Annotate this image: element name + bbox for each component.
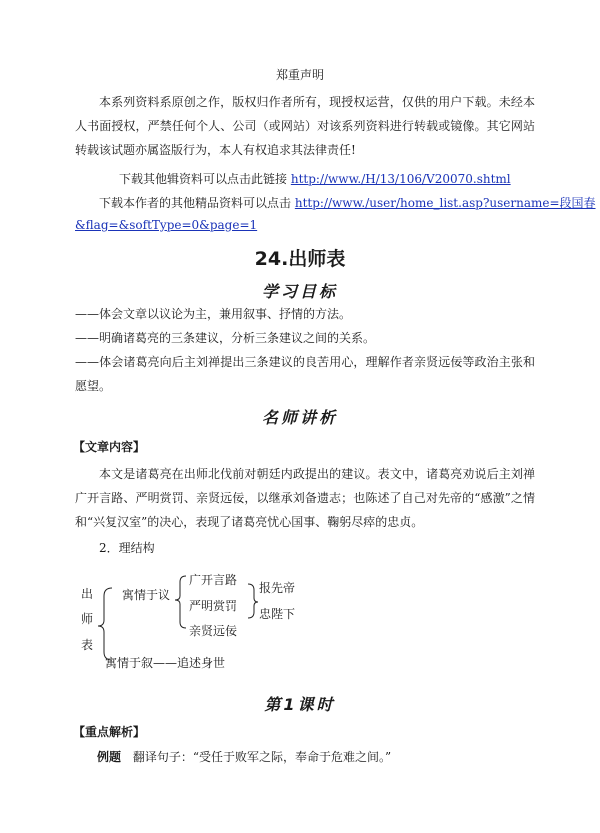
structure-label: 2．理结构 xyxy=(99,541,155,555)
structure-root-2: 师 xyxy=(81,612,94,626)
teacher-heading: 名师讲析 xyxy=(261,408,338,427)
example-text: 翻译句子：“受任于败军之际，奉命于危难之间。” xyxy=(132,750,392,764)
brace-yi xyxy=(175,576,186,628)
goals-heading: 学习目标 xyxy=(261,282,338,301)
structure-result-1: 报先帝 xyxy=(259,581,296,595)
content-tag: 【文章内容】 xyxy=(73,440,146,454)
notice-link2-a[interactable]: http://www./user/home_list.asp?username=段国春 xyxy=(294,196,596,210)
structure-yi-item-1: 广开言路 xyxy=(189,573,238,587)
structure-root-3: 表 xyxy=(81,638,94,652)
structure-yi-item-2: 严明赏罚 xyxy=(189,599,238,613)
example-line xyxy=(97,748,391,765)
goal-item: ——明确诸葛亮的三条建议，分析三条建议之间的关系。 xyxy=(75,331,376,345)
example-label: 例题 xyxy=(97,750,122,764)
notice-title: 郑重声明 xyxy=(275,68,324,82)
structure-yi: 寓情于议 xyxy=(122,588,171,602)
period-tag: 【重点解析】 xyxy=(73,725,146,739)
notice-link2-text: 下载本作者的其他精品资料可以点击 xyxy=(99,196,292,210)
content-paragraph: 本文是诸葛亮在出师北伐前对朝廷内政提出的建议。表文中，诸葛亮劝说后主刘禅广开言路、严明赏罚、亲贤远佞，以继承刘备遗志；也陈述了自己对先帝的“感激”之情和“兴复汉室”的决心，表现了诸葛亮忧心国事、鞠躬尽瘁的忠贞。 xyxy=(75,467,535,529)
structure-root-1: 出 xyxy=(81,587,94,601)
structure-xu: 寓情于叙——追述身世 xyxy=(105,656,226,670)
brace-root xyxy=(98,588,112,660)
notice-link1-text: 下载其他辑资料可以点击此链接 xyxy=(119,172,288,186)
goal-item: ——体会诸葛亮向后主刘禅提出三条建议的良苦用心，理解作者亲贤远佞等政治主张和愿望。 xyxy=(75,355,535,393)
notice-body: 本系列资料系原创之作，版权归作者所有，现授权运营，仅供的用户下载。未经本人书面授权，严禁任何个人、公司（或网站）对该系列资料进行转载或镜像。其它网站转载该试题亦属盗版行为，本人有权追求其法律责任! xyxy=(75,95,535,157)
structure-yi-item-3: 亲贤远佞 xyxy=(189,624,238,638)
brace-results xyxy=(248,584,258,618)
goal-item: ——体会文章以议论为主，兼用叙事、抒情的方法。 xyxy=(75,307,352,321)
notice-link2-b[interactable]: &flag=&softType=0&page=1 xyxy=(75,218,258,232)
period-heading: 第1课时 xyxy=(264,695,336,714)
notice-link1[interactable]: http://www./H/13/106/V20070.shtml xyxy=(290,172,511,186)
structure-result-2: 忠陛下 xyxy=(259,607,296,621)
lesson-title: 24.出师表 xyxy=(254,248,346,270)
